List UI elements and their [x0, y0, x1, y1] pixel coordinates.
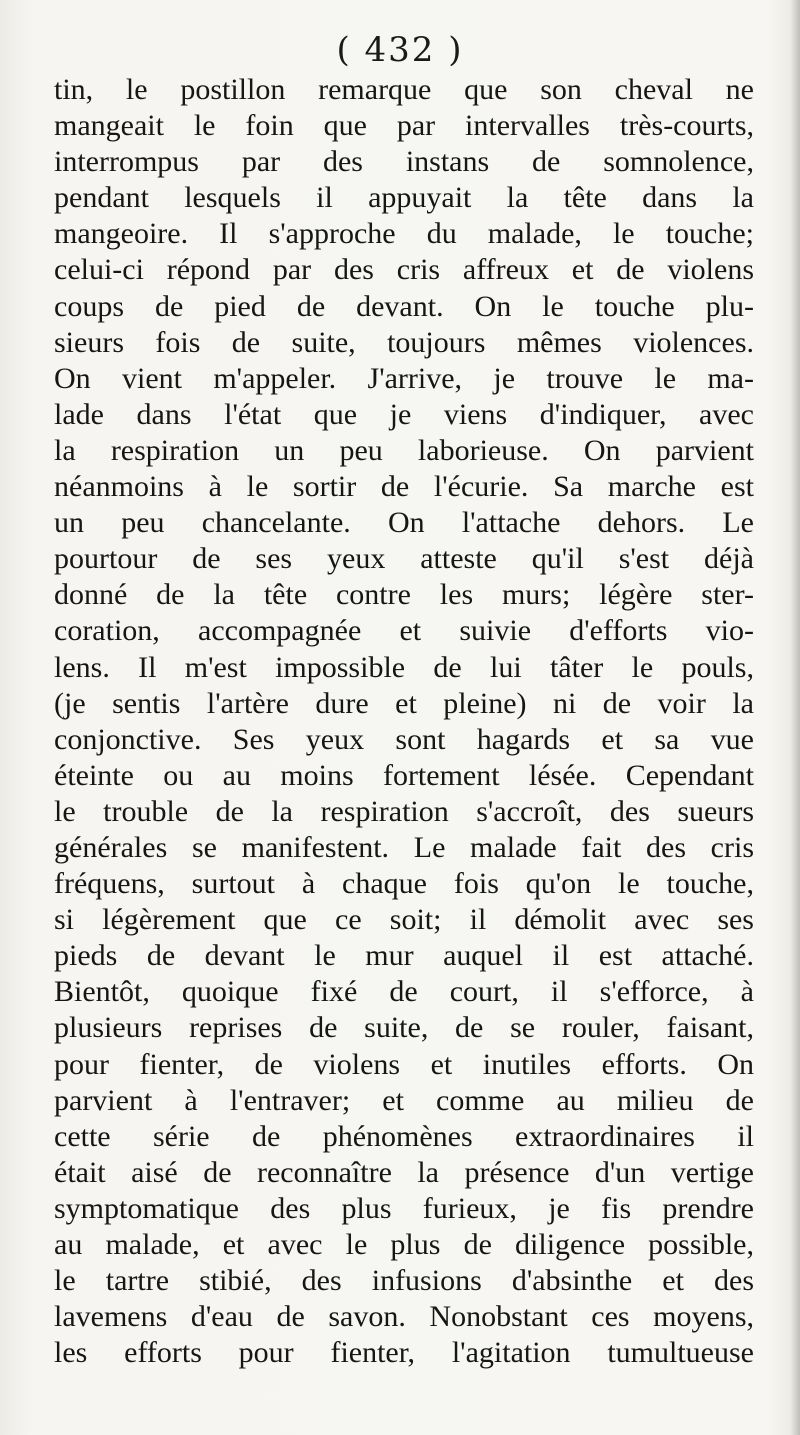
text-line: interrompus par des instans de somnolence, — [54, 145, 754, 179]
text-line: au malade, et avec le plus de diligence possible, — [54, 1228, 754, 1261]
text-line: symptomatique des plus furieux, je fis prendre — [54, 1191, 754, 1225]
text-line: mangeoire. Il s'approche du malade, le touche; — [54, 217, 754, 251]
body-text — [54, 72, 754, 1371]
text-line: fréquens, surtout à chaque fois qu'on le touche, — [54, 867, 754, 901]
text-line: plusieurs reprises de suite, de se rouler, faisant, — [54, 1011, 754, 1045]
text-line: lade dans l'état que je viens d'indiquer, avec — [54, 397, 754, 431]
text-line: était aisé de reconnaître la présence d'un vertige — [54, 1155, 754, 1189]
text-line: coups de pied de devant. On le touche plu- — [54, 289, 754, 323]
text-line: générales se manifestent. Le malade fait des cris — [54, 830, 754, 864]
text-line: lavemens d'eau de savon. Nonobstant ces moyens, — [54, 1300, 754, 1334]
text-line: cette série de phénomènes extraordinaires il — [54, 1119, 754, 1153]
text-line: parvient à l'entraver; et comme au milieu de — [54, 1083, 754, 1117]
text-line: sieurs fois de suite, toujours mêmes violences. — [54, 325, 754, 359]
text-line: coration, accompagnée et suivie d'efforts vio- — [54, 614, 754, 648]
text-line: mangeait le foin que par intervalles très-courts, — [54, 109, 754, 143]
text-line: pourtour de ses yeux atteste qu'il s'est déjà — [54, 542, 754, 576]
text-line: pendant lesquels il appuyait la tête dans la — [54, 181, 754, 215]
text-line: si légèrement que ce soit; il démolit avec ses — [54, 903, 754, 937]
text-line: les efforts pour fienter, l'agitation tumultueuse — [54, 1336, 754, 1370]
text-line: donné de la tête contre les murs; légère ster- — [54, 578, 754, 612]
text-line: (je sentis l'artère dure et pleine) ni de voir la — [54, 686, 754, 720]
text-line: néanmoins à le sortir de l'écurie. Sa marche est — [54, 470, 754, 504]
text-line: la respiration un peu laborieuse. On parvient — [54, 433, 754, 467]
text-line: le tartre stibié, des infusions d'absinthe et des — [54, 1264, 754, 1298]
page-number: ( 432 ) — [336, 30, 464, 70]
text-line: pieds de devant le mur auquel il est attaché. — [54, 939, 754, 973]
text-line: Bientôt, quoique fixé de court, il s'efforce, à — [54, 975, 754, 1009]
text-line: pour fienter, de violens et inutiles efforts. On — [54, 1047, 754, 1081]
text-line: lens. Il m'est impossible de lui tâter le pouls, — [54, 650, 754, 684]
text-line: éteinte ou au moins fortement lésée. Cependant — [54, 758, 754, 792]
text-line: un peu chancelante. On l'attache dehors. Le — [54, 506, 754, 540]
text-line: celui-ci répond par des cris affreux et de violens — [54, 253, 754, 287]
text-line: conjonctive. Ses yeux sont hagards et sa vue — [54, 722, 754, 756]
text-line: le trouble de la respiration s'accroît, des sueurs — [54, 794, 754, 828]
text-line: tin, le postillon remarque que son cheval ne — [54, 73, 754, 106]
text-line: On vient m'appeler. J'arrive, je trouve le ma- — [54, 361, 754, 395]
